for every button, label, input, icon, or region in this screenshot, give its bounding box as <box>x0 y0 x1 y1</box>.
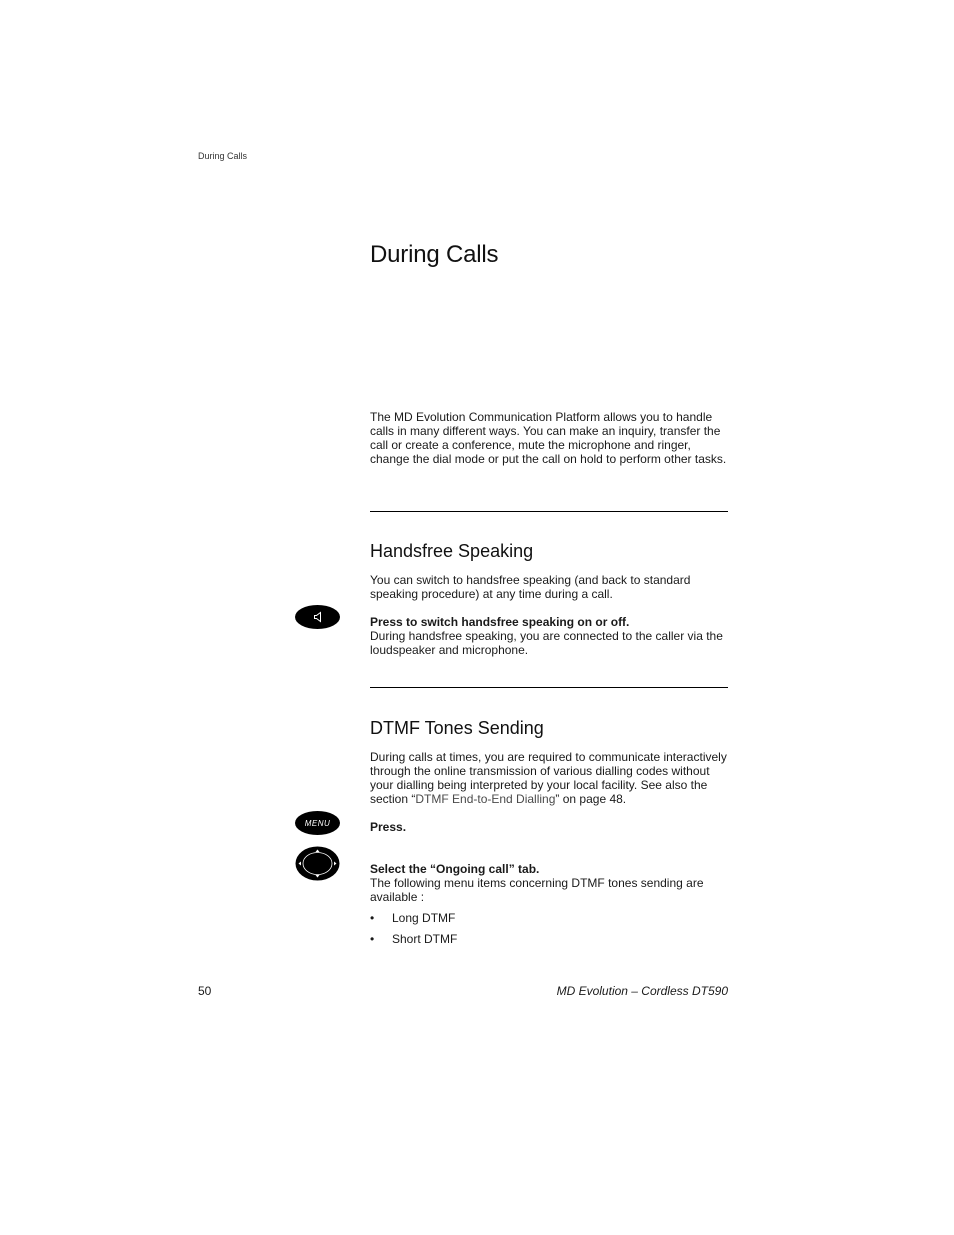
section-divider <box>370 687 728 688</box>
list-item-label: Long DTMF <box>392 911 456 925</box>
handsfree-intro: You can switch to handsfree speaking (and back to standard speaking procedure) at any time during a call. <box>370 573 691 601</box>
handsfree-step-title: Press to switch handsfree speaking on or off. <box>370 615 630 629</box>
navigation-key-icon <box>295 846 340 881</box>
list-item <box>370 932 457 946</box>
bullet: • <box>370 932 375 946</box>
speaker-key <box>295 605 340 629</box>
select-step-title: Select the “Ongoing call” tab. <box>370 862 540 876</box>
dtmf-cross-reference: DTMF End-to-End Dialling <box>415 792 556 806</box>
dtmf-intro-text: During calls at times, you are required to communicate interactively through the online transmission of various dialling codes without your dialling being interpreted by your local facility. See also the section “ <box>370 750 727 806</box>
footer-document-title: MD Evolution – Cordless DT590 <box>556 984 728 998</box>
navigation-key <box>295 846 340 881</box>
list-item-label: Short DTMF <box>392 932 458 946</box>
press-instruction: Press. <box>370 820 407 834</box>
running-header: During Calls <box>198 151 248 161</box>
dtmf-intro-page-ref: ” on page 48. <box>555 792 627 806</box>
select-step-text: The following menu items concerning DTMF tones sending are available : <box>370 876 704 904</box>
dtmf-intro <box>370 750 728 806</box>
bullet: • <box>370 911 375 925</box>
select-step <box>370 862 728 904</box>
section-divider <box>370 511 728 512</box>
handsfree-heading: Handsfree Speaking <box>370 541 534 561</box>
handsfree-step-text: During handsfree speaking, you are connected to the caller via the loudspeaker and microphone. <box>370 629 723 657</box>
page-title: During Calls <box>370 241 499 268</box>
list-item <box>370 911 455 925</box>
menu-key: MENU <box>295 811 340 835</box>
intro-paragraph: The MD Evolution Communication Platform allows you to handle calls in many different ways. You can make an inquiry, transfer the call or create a conference, mute the microphone and ringer, change the dial mode or put the call on hold to perform other tasks. <box>370 410 727 466</box>
dtmf-heading: DTMF Tones Sending <box>370 718 544 738</box>
handsfree-step <box>370 615 728 657</box>
page-number: 50 <box>198 984 212 998</box>
speaker-icon <box>312 611 324 623</box>
